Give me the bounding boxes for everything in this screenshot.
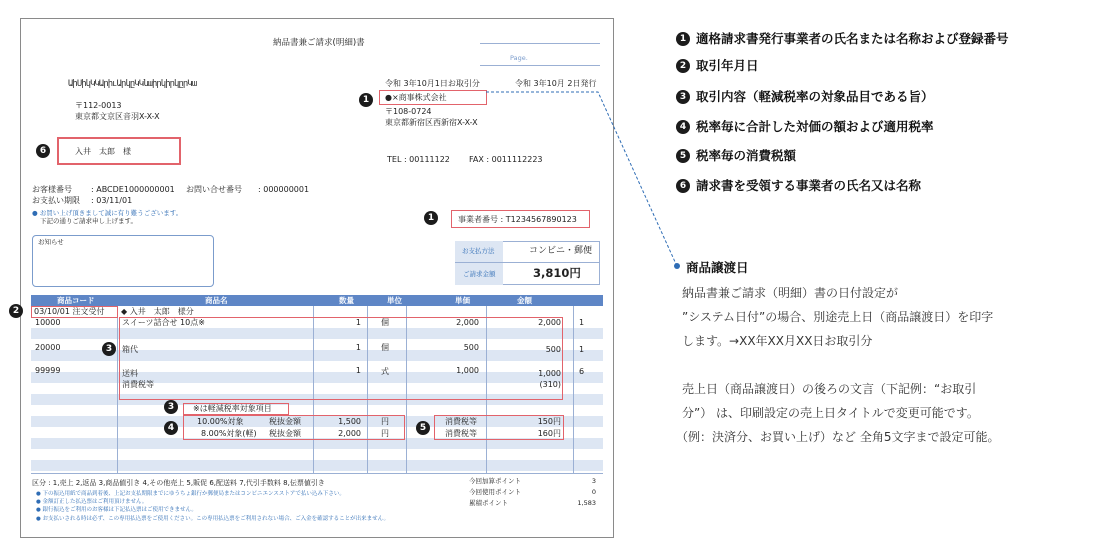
order-date: 03/10/01 注文受付 bbox=[34, 307, 105, 316]
customer-address: 東京都文京区音羽X-X-X bbox=[75, 112, 160, 121]
reduced-note: ※は軽減税率対象項目 bbox=[193, 404, 272, 413]
date-range: 令和 3年10月1日お取引分 bbox=[385, 79, 480, 88]
rate-row-2-label: 税抜金額 bbox=[269, 429, 301, 438]
points-label-2: 今回使用ポイント bbox=[469, 488, 521, 496]
row-qty: 1 bbox=[355, 366, 361, 375]
points-label-1: 今回加算ポイント bbox=[469, 477, 521, 485]
legend-heading: 商品譲渡日 bbox=[686, 260, 749, 275]
customer-zip: 〒112-0013 bbox=[75, 101, 122, 110]
th-unit: 単位 bbox=[387, 296, 402, 305]
row-name: スイーツ詰合せ 10点※ bbox=[122, 318, 205, 327]
marker-6: 6 bbox=[36, 144, 50, 158]
notice-2: 下記の通りご請求申し上げます。 bbox=[40, 217, 137, 225]
th-qty: 数量 bbox=[339, 296, 354, 305]
legend-line: 売上日（商品譲渡日）の後ろの文言（下記例：“お取引 bbox=[682, 382, 977, 396]
legend-num-3: 3 bbox=[676, 90, 690, 104]
tax-row-name: 消費税等 bbox=[122, 380, 154, 389]
registration-no: 事業者番号 : T1234567890123 bbox=[458, 215, 577, 224]
kubun-legend: 区分 : 1,売上 2,返品 3,商品値引き 4,その他売上 5,販促 6,配送料 7,代引手数料 8,伝票値引き bbox=[32, 479, 325, 487]
row-unit: 個 bbox=[381, 318, 389, 327]
order-customer: ◆ 入井 太郎 様分 bbox=[121, 307, 194, 316]
points-label-3: 累積ポイント bbox=[469, 499, 508, 507]
legend-num-2: 2 bbox=[676, 59, 690, 73]
rate-row-1-amount: 1,500 bbox=[338, 417, 361, 426]
barcode: ԱիՍիկԿԿԱրիւԱրկըԿԿնաիրկիրկըրԿա bbox=[68, 79, 197, 89]
marker-3-reduced: 3 bbox=[164, 400, 178, 414]
fax: FAX : 0011112223 bbox=[469, 155, 543, 164]
th-code: 商品コード bbox=[57, 296, 95, 305]
doc-title: 納品書兼ご請求(明細)書 bbox=[273, 38, 365, 48]
th-price: 単価 bbox=[455, 296, 470, 305]
th-amount: 金額 bbox=[517, 296, 532, 305]
row-unit: 個 bbox=[381, 343, 389, 352]
points-value-1: 3 bbox=[591, 477, 596, 485]
rate-row-1-unit: 円 bbox=[381, 417, 389, 426]
row-code: 99999 bbox=[35, 366, 61, 375]
legend-line: ”システム日付”の場合、別途売上日（商品譲渡日）を印字 bbox=[682, 310, 994, 324]
row-kubun: 1 bbox=[579, 318, 585, 327]
row-price: 1,000 bbox=[456, 366, 479, 375]
row-name: 箱代 bbox=[122, 345, 138, 354]
marker-1-registration: 1 bbox=[424, 211, 438, 225]
marker-3: 3 bbox=[102, 342, 116, 356]
legend-item-3: 取引内容（軽減税率の対象品目である旨） bbox=[696, 89, 934, 104]
legend-line: （例：決済分、お買い上げ）など 全角5文字まで設定可能。 bbox=[676, 430, 1000, 444]
rate-row-2-rate: 8.00%対象(軽) bbox=[201, 429, 257, 438]
points-value-2: 0 bbox=[591, 488, 596, 496]
legend-num-4: 4 bbox=[676, 120, 690, 134]
customer-no: : ABCDE1000000001 bbox=[91, 185, 175, 194]
due-date: : 03/11/01 bbox=[91, 196, 133, 205]
row-qty: 1 bbox=[355, 343, 361, 352]
th-name: 商品名 bbox=[205, 296, 228, 305]
due-label: お支払い期限 bbox=[32, 196, 80, 205]
marker-2: 2 bbox=[9, 304, 23, 318]
notice-1: ● お買い上げ頂きまして誠に有り難うございます。 bbox=[32, 209, 183, 217]
inquiry-label: お問い合せ番号 bbox=[186, 185, 242, 194]
row-code: 20000 bbox=[35, 343, 61, 352]
pay-method-label: お支払方法 bbox=[462, 247, 495, 255]
row-kubun: 6 bbox=[579, 367, 585, 376]
legend-num-1: 1 bbox=[676, 32, 690, 46]
amount-label: ご請求金額 bbox=[463, 270, 496, 278]
footer-note: ● 下の振込用紙で商品到着後、上記お支払期限までにゆうちょ銀行か郵便局またはコンビニエンスストアで払い込み下さい。 bbox=[36, 491, 345, 497]
legend-line: します。→XX年XX月XX日お取引分 bbox=[682, 334, 873, 348]
row-code: 10000 bbox=[35, 318, 61, 327]
tax-row-1-value: 150円 bbox=[537, 417, 561, 426]
page-label: Page. bbox=[510, 54, 528, 62]
legend-item-4: 税率毎に合計した対価の額および適用税率 bbox=[696, 119, 934, 134]
rate-row-2-amount: 2,000 bbox=[338, 429, 361, 438]
tax-row-2-value: 160円 bbox=[537, 429, 561, 438]
marker-1: 1 bbox=[359, 93, 373, 107]
tel: TEL : 00111122 bbox=[387, 155, 450, 164]
row-amount: 500 bbox=[545, 345, 561, 354]
customer-name: 入井 太郎 様 bbox=[75, 147, 131, 156]
pay-method: コンビニ・郵便 bbox=[529, 246, 593, 256]
rate-row-2-unit: 円 bbox=[381, 429, 389, 438]
points-value-3: 1,583 bbox=[577, 499, 596, 507]
billing-amount: 3,810円 bbox=[533, 266, 581, 280]
marker-5: 5 bbox=[416, 421, 430, 435]
legend-line: 分”） は、印刷設定の売上日タイトルで変更可能です。 bbox=[682, 406, 979, 420]
oshirase-label: お知らせ bbox=[38, 238, 64, 246]
footer-note: ● 金額訂正した払込票はご利用頂けません。 bbox=[36, 499, 148, 505]
legend-item-5: 税率毎の消費税額 bbox=[696, 148, 797, 163]
row-price: 2,000 bbox=[456, 318, 479, 327]
legend-item-2: 取引年月日 bbox=[696, 58, 759, 73]
tax-row-1-label: 消費税等 bbox=[445, 417, 477, 426]
issue-date: 令和 3年10月 2日発行 bbox=[515, 79, 597, 88]
row-price: 500 bbox=[463, 343, 479, 352]
customer-no-label: お客様番号 bbox=[32, 185, 72, 194]
marker-4: 4 bbox=[164, 421, 178, 435]
legend-num-5: 5 bbox=[676, 149, 690, 163]
tax-row-amount: (310) bbox=[539, 380, 561, 389]
issuer-address: 東京都新宿区西新宿X-X-X bbox=[385, 118, 478, 127]
legend-line: 納品書兼ご請求（明細）書の日付設定が bbox=[682, 286, 899, 300]
row-amount: 1,000 bbox=[538, 369, 561, 378]
legend-item-6: 請求書を受領する事業者の氏名又は名称 bbox=[696, 178, 922, 193]
footer-note: ● お支払いされる時は必ず、この専用払込票をご使用ください。この専用払込票をご利用されない場合、ご入金を確認することが出来ません。 bbox=[36, 516, 389, 522]
legend-item-1: 適格請求書発行事業者の氏名または名称および登録番号 bbox=[696, 31, 1009, 46]
row-unit: 式 bbox=[381, 367, 389, 376]
issuer-zip: 〒108-0724 bbox=[385, 107, 432, 116]
row-amount: 2,000 bbox=[538, 318, 561, 327]
row-qty: 1 bbox=[355, 318, 361, 327]
tax-row-2-label: 消費税等 bbox=[445, 429, 477, 438]
legend-num-6: 6 bbox=[676, 179, 690, 193]
row-kubun: 1 bbox=[579, 345, 585, 354]
row-name: 送料 bbox=[122, 369, 138, 378]
footer-note: ● 銀行振込をご利用のお客様は下記払込票はご使用できません。 bbox=[36, 507, 197, 513]
rate-row-1-rate: 10.00%対象 bbox=[197, 417, 244, 426]
issuer-name: ●×商事株式会社 bbox=[385, 93, 447, 102]
inquiry-no: : 000000001 bbox=[258, 185, 310, 194]
rate-row-1-label: 税抜金額 bbox=[269, 417, 301, 426]
